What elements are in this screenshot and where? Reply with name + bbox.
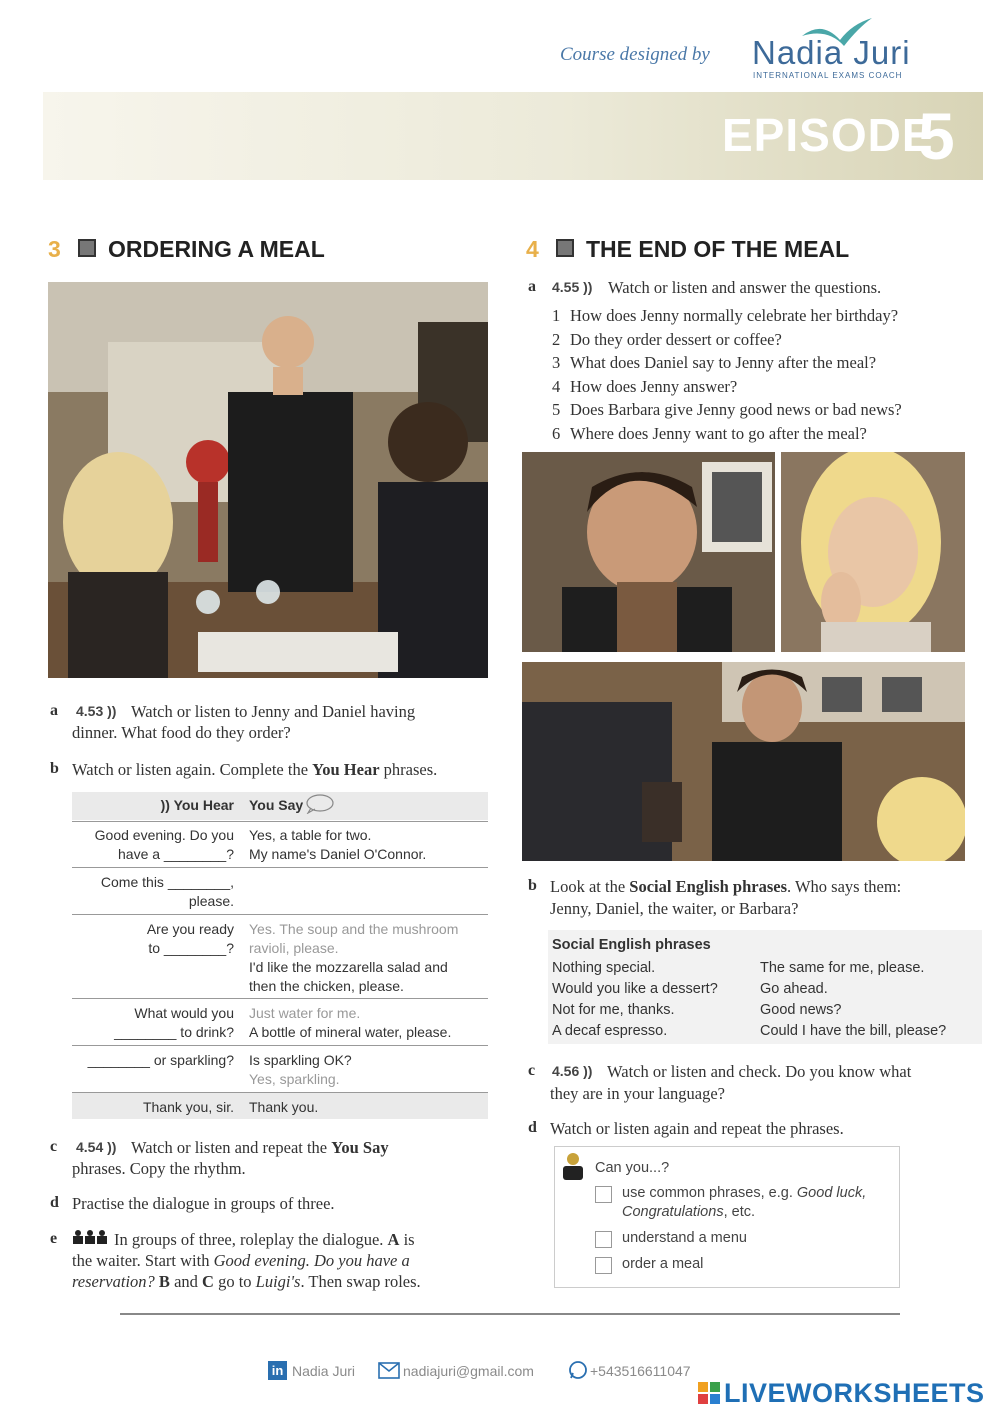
instruction-text: phrases. Copy the rhythm. <box>72 1159 246 1178</box>
phrase: Nothing special. <box>552 960 656 976</box>
you-say-cell: Just water for me. A bottle of mineral water, please. <box>249 1005 452 1040</box>
item-letter: d <box>528 1119 537 1136</box>
can-you-title: Can you...? <box>595 1160 670 1176</box>
can-do-item: order a meal <box>622 1256 704 1272</box>
list-item: 1 How does Jenny normally celebrate her birthday? <box>552 306 899 325</box>
liveworksheets-watermark: LIVEWORKSHEETS <box>724 1378 985 1408</box>
instruction-text: reservation? B and C go to Luigi's. Then swap roles. <box>72 1272 421 1291</box>
item-letter: c <box>528 1062 536 1079</box>
brand-subtitle: INTERNATIONAL EXAMS COACH <box>753 71 903 80</box>
instruction-text: Watch or listen and check. Do you know what <box>607 1062 912 1081</box>
instruction-text: Watch or listen to Jenny and Daniel having <box>131 702 416 721</box>
section-3-number: 3 <box>48 236 61 262</box>
episode-label: EPISODE <box>722 109 934 161</box>
daniel-photo <box>522 452 775 652</box>
list-item: 6 Where does Jenny want to go after the meal? <box>552 423 867 443</box>
phrase: The same for me, please. <box>760 960 925 976</box>
checkbox[interactable] <box>595 1186 612 1203</box>
group-of-three-icon <box>72 1230 108 1244</box>
track-number: 4.56 <box>552 1063 580 1079</box>
phrase: Go ahead. <box>760 981 828 997</box>
item-letter: b <box>528 877 537 894</box>
list-item: 5 Does Barbara give Jenny good news or bad news? <box>552 400 902 419</box>
list-item: 4 How does Jenny answer? <box>552 376 738 396</box>
you-hear-cell: ________ or sparkling? <box>87 1052 234 1068</box>
whatsapp-icon[interactable] <box>568 1360 588 1380</box>
item-letter: b <box>50 760 59 777</box>
table-rule <box>72 867 488 868</box>
instruction-text: Look at the Social English phrases. Who says them: <box>550 877 902 896</box>
you-say-cell: Yes, a table for two. My name's Daniel O'Connor. <box>249 827 427 862</box>
linkedin-icon[interactable]: in <box>268 1361 287 1380</box>
question-list <box>552 305 952 446</box>
email-icon[interactable] <box>378 1362 400 1379</box>
track-number: 4.53 <box>76 703 104 719</box>
you-hear-cell: Come this ________, please. <box>100 874 234 909</box>
column-header-you-hear: )) You Hear <box>160 797 234 813</box>
course-credit-label: Course designed by <box>560 44 710 65</box>
item-letter: d <box>50 1194 59 1211</box>
you-say-cell: Thank you. <box>249 1099 319 1115</box>
instruction-text: Watch or listen and repeat the You Say <box>131 1138 389 1157</box>
instruction-text: Watch or listen again. Complete the You Hear phrases. <box>72 760 438 779</box>
phrase: Good news? <box>760 1002 842 1018</box>
video-icon <box>78 239 96 257</box>
you-hear-cell: What would you ________ to drink? <box>114 1005 234 1040</box>
you-hear-cell: Good evening. Do you have a ________? <box>94 827 234 862</box>
social-phrases-left <box>552 958 718 1042</box>
audio-track-icon[interactable]: 4.54 )) <box>76 1139 117 1155</box>
video-icon <box>556 239 574 257</box>
item-letter: e <box>50 1230 58 1247</box>
footer-email[interactable]: nadiajuri@gmail.com <box>403 1363 534 1379</box>
list-item: 3 What does Daniel say to Jenny after the meal? <box>552 353 877 372</box>
footer-rule <box>120 1313 900 1315</box>
list-item: 2 Do they order dessert or coffee? <box>552 329 782 349</box>
footer-name: Nadia Juri <box>292 1363 356 1379</box>
item-letter: a <box>528 278 536 295</box>
instruction-text: they are in your language? <box>550 1084 726 1103</box>
instruction-text: Watch or listen again and repeat the phrases. <box>550 1119 844 1138</box>
restaurant-photo <box>48 282 488 678</box>
liveworksheets-logo-icon <box>698 1382 720 1404</box>
phrase: Could I have the bill, please? <box>760 1023 947 1039</box>
item-letter: a <box>50 702 58 719</box>
you-say-cell: Yes. The soup and the mushroom ravioli, please. I'd like the mozzarella salad and then the chicken, please. <box>249 921 459 994</box>
checkbox[interactable] <box>595 1257 612 1274</box>
episode-number: 5 <box>918 99 955 173</box>
instruction-text: dinner. What food do they order? <box>72 723 291 742</box>
audio-track-icon[interactable]: 4.55 )) <box>552 279 593 295</box>
column-header-you-say: You Say <box>249 797 304 813</box>
dinner-table-photo <box>522 662 965 861</box>
footer-phone: +543516611047 <box>590 1363 691 1379</box>
phrase: A decaf espresso. <box>552 1023 668 1039</box>
instruction-text: Practise the dialogue in groups of three. <box>72 1194 335 1213</box>
brand-name: Nadia Juri <box>752 34 911 71</box>
jenny-photo <box>781 452 965 652</box>
can-do-item: use common phrases, e.g. Good luck, Congratulations, etc. <box>622 1185 867 1220</box>
you-say-cell: Is sparkling OK? Yes, sparkling. <box>249 1052 352 1087</box>
section-4-title: THE END OF THE MEAL <box>586 236 850 262</box>
section-3-title: ORDERING A MEAL <box>108 236 325 262</box>
phrase: Would you like a dessert? <box>552 981 718 997</box>
instruction-text: Jenny, Daniel, the waiter, or Barbara? <box>550 899 799 918</box>
table-rule <box>72 821 488 822</box>
you-hear-cell: Thank you, sir. <box>142 1099 234 1115</box>
instruction-text: In groups of three, roleplay the dialogue. A is <box>114 1230 415 1249</box>
person-icon <box>562 1152 584 1180</box>
instruction-text: the waiter. Start with Good evening. Do you have a <box>72 1251 410 1270</box>
social-phrases-right <box>760 958 946 1042</box>
audio-track-icon[interactable]: 4.56 )) <box>552 1063 593 1079</box>
track-number: 4.54 <box>76 1139 104 1155</box>
instruction-text: Watch or listen and answer the questions. <box>608 278 882 297</box>
can-do-item: understand a menu <box>622 1230 747 1246</box>
social-english-title: Social English phrases <box>552 937 711 953</box>
table-rule <box>72 998 488 999</box>
audio-track-icon[interactable]: 4.53 )) <box>76 703 117 719</box>
you-hear-cell: Are you ready to ________? <box>146 921 234 956</box>
section-4-number: 4 <box>526 236 539 262</box>
track-number: 4.55 <box>552 279 580 295</box>
checkbox[interactable] <box>595 1231 612 1248</box>
table-rule <box>72 1045 488 1046</box>
speech-bubble-icon <box>305 794 335 814</box>
table-rule <box>72 914 488 915</box>
item-letter: c <box>50 1138 58 1155</box>
phrase: Not for me, thanks. <box>552 1002 675 1018</box>
